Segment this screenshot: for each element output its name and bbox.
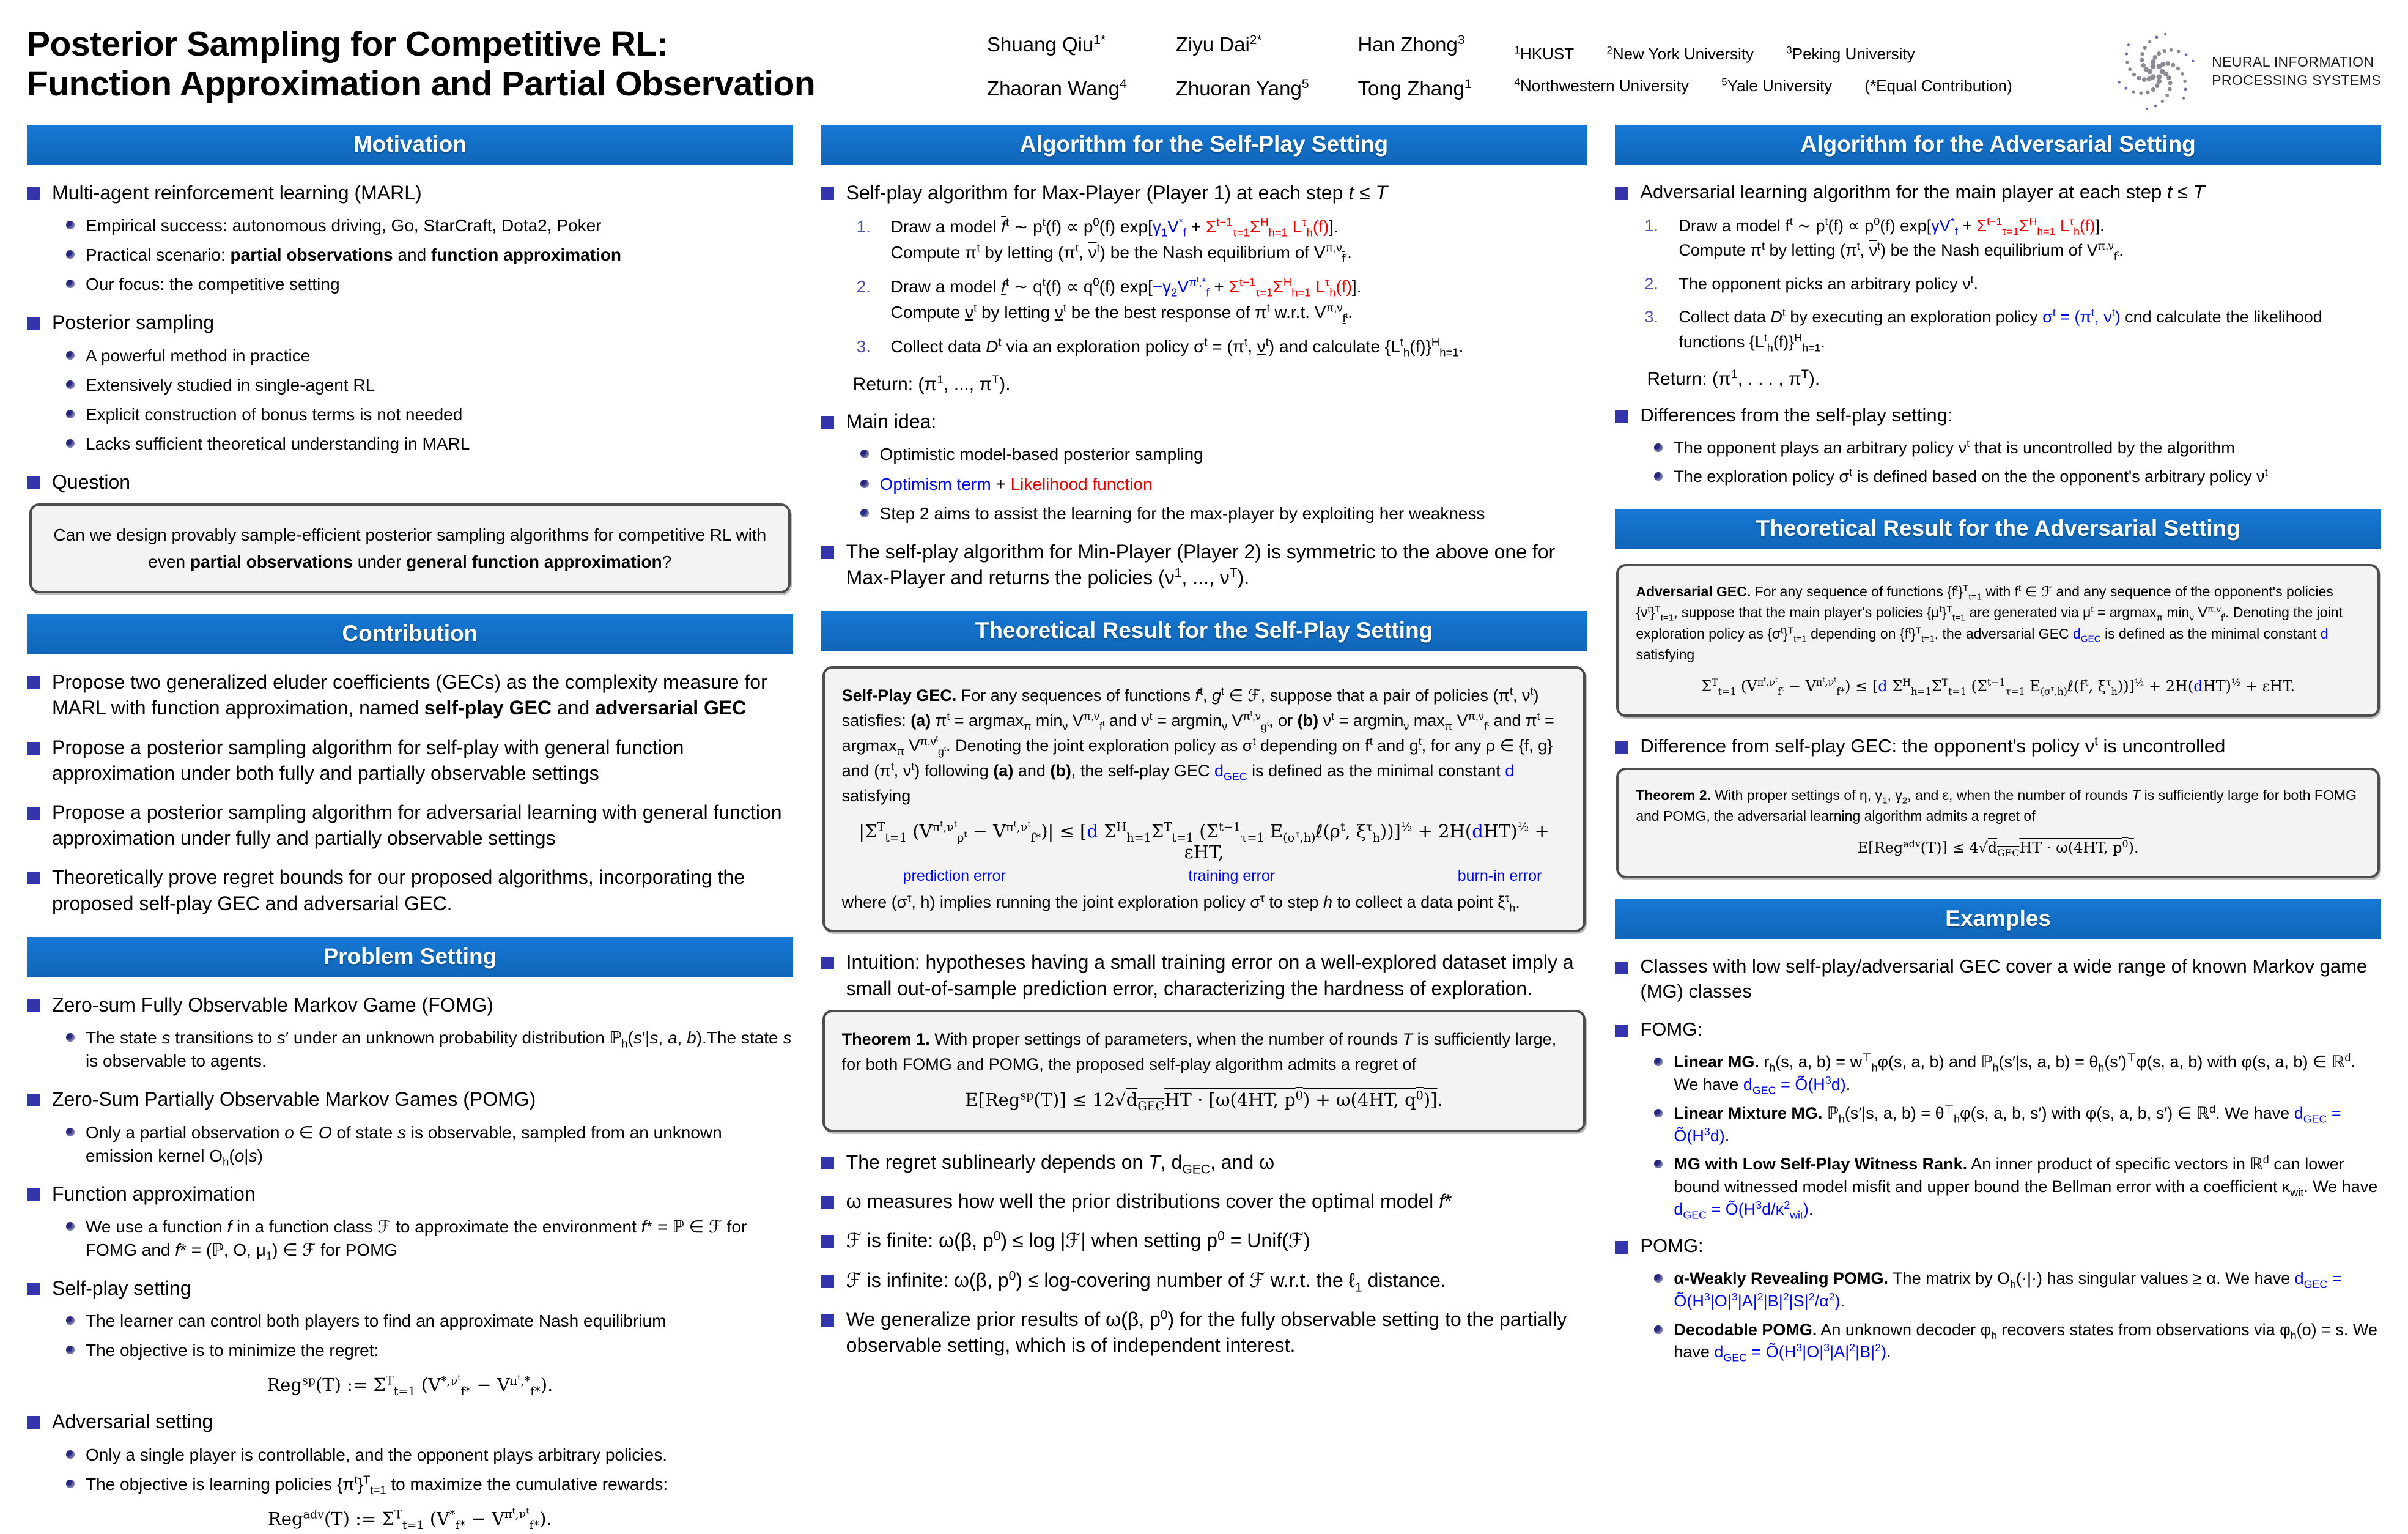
bullet-dot-icon xyxy=(66,1450,75,1459)
bullet-square-icon xyxy=(821,1157,834,1169)
list-item xyxy=(860,502,1587,525)
theorem-2-box xyxy=(1616,768,2380,878)
sub-bullet-text: Extensively studied in single-agent RL xyxy=(86,375,375,395)
author: Zhuoran Yang$^5$ xyxy=(1175,77,1309,100)
bullet-dot-icon xyxy=(66,250,75,259)
section-header-contribution: Contribution xyxy=(27,614,793,654)
affiliation-row xyxy=(1515,70,2041,102)
bullet-square-icon xyxy=(821,957,834,969)
step-text: Collect data $D^t$ via an exploration policy $\sigma^t = (\pi^t$, $\nu^t$) and calculate $\{L^t_h(f)\}^H_{h=1}$. xyxy=(890,335,1464,359)
algorithm-step xyxy=(1644,213,2381,263)
bullet-text: Theoretically prove regret bounds for our proposed algorithms, incorporating the proposed self-play GEC and adversarial GEC. xyxy=(52,866,745,914)
bullet-square-icon xyxy=(821,1235,834,1248)
affiliation: $^1$HKUST xyxy=(1514,44,1575,63)
list-item xyxy=(27,669,793,721)
burn-in-error-label: burn-in error xyxy=(1457,867,1542,885)
bullet-text: The regret sublinearly depends on T, $d_{GEC}$, and ω xyxy=(846,1150,1275,1177)
bullet-square-icon xyxy=(821,1314,834,1327)
bullet-text: Differences from the self-play setting: xyxy=(1640,404,1953,426)
bullet-square-icon xyxy=(27,476,40,489)
bullet-dot-icon xyxy=(1654,1325,1663,1334)
sub-bullet-text: Decodable POMG. An unknown decoder $\varphi_h$ recovers states from observations via $\varphi_h(o) = s$. We have $d_{GEC}$ = $Õ(H^3|O|^3|A|^2|B|^2)$. xyxy=(1674,1320,2377,1364)
sub-bullet-text: Lacks sufficient theoretical understanding in MARL xyxy=(86,434,470,453)
neurips-logo-text: NEURAL INFORMATION PROCESSING SYSTEMS xyxy=(2212,54,2381,88)
bullet-text: We generalize prior results of ω(β, $p^0$) for the fully observable setting to the partially observable setting, which is of independent interest. xyxy=(846,1308,1567,1357)
sub-bullet-text: The objective is learning policies $\{\pi^t\}^T_{t=1}$ to maximize the cumulative rewards: xyxy=(86,1473,668,1497)
bullet-square-icon xyxy=(27,676,40,689)
bullet-text: Classes with low self-play/adversarial GEC cover a wide range of known Markov game (MG) classes xyxy=(1640,955,2368,1002)
section-header-theory-adversarial: Theoretical Result for the Adversarial Setting xyxy=(1615,509,2381,549)
bullet-dot-icon xyxy=(66,221,75,229)
bullet-dot-icon xyxy=(66,1480,75,1488)
step-text: The opponent picks an arbitrary policy $\nu^t$. xyxy=(1679,273,1979,293)
affiliation: $^5$Yale University xyxy=(1721,76,1833,95)
bullet-dot-icon xyxy=(1654,1058,1663,1066)
bullet-dot-icon xyxy=(66,1316,75,1325)
step-number: 3. xyxy=(856,337,871,357)
list-item xyxy=(860,443,1587,466)
gec-definition-text: Self-Play GEC. For any sequences of functions $f^t$, $g^t$ ∈ ℱ, suppose that a pair of policies ($\pi^t$, $\nu^t$) satisfies: (a) $\pi^t = argmax_\pi$ $\min_\nu V^{\pi,\nu}_{f^t}$ and $\nu^t = argmin_\nu$ $V^{\pi^t,\nu}_{g^t}$, or (b) $\nu^t = argmin_\nu$ $\max_\pi V^{\pi,\nu}_{f^t}$ and $\pi^t = argmax_\pi$ $V^{\pi,\nu^t}_{g^t}$. Denoting the joint exploration policy as $\sigma^t$ depending on $f^t$ and $g^t$, for any ρ ∈ {f, g} and ($\pi^t$, $\nu^t$) following (a) and (b), the self-play GEC $d_{GEC}$ is defined as the minimal constant d satisfying xyxy=(841,685,1554,806)
bullet-text: Propose a posterior sampling algorithm for self-play with general function approximation under both fully and partially observable settings xyxy=(52,736,684,784)
author: Zhaoran Wang$^4$ xyxy=(987,77,1127,100)
sub-bullet-text: Only a partial observation o ∈ O of state s is observable, sampled from an unknown emission kernel $O_h(o|s)$ xyxy=(86,1122,722,1168)
algorithm-step xyxy=(857,334,1587,360)
list-item xyxy=(27,180,793,206)
bullet-text: Difference from self-play GEC: the opponent's policy $\nu^t$ is uncontrolled xyxy=(1640,734,2226,757)
bullet-text: Zero-sum Fully Observable Markov Game (FOMG) xyxy=(52,993,493,1016)
bullet-square-icon xyxy=(27,999,40,1012)
sub-bullet-text: Our focus: the competitive setting xyxy=(86,275,340,294)
section-header-problem-setting: Problem Setting xyxy=(27,937,793,977)
prediction-error-label: prediction error xyxy=(903,867,1006,885)
bullet-dot-icon xyxy=(66,380,75,389)
sub-bullet-text: MG with Low Self-Play Witness Rank. An inner product of specific vectors in ℝ$^d$ can lower bound witnessed model misfit and upper bound the Bellman error with a coefficient $\kappa_{wit}$. We have $d_{GEC}$ = $Õ(H^3d/\kappa^2_{wit})$. xyxy=(1674,1154,2378,1221)
sub-bullet-text: The objective is to minimize the regret: xyxy=(86,1341,379,1360)
gec-where-text: where ($\sigma^\tau$, h) implies running the joint exploration policy $\sigma^\tau$ to step h to collect a data point $\xi^\tau_h$. xyxy=(841,892,1520,914)
bullet-text: Zero-Sum Partially Observable Markov Games (POMG) xyxy=(52,1088,536,1111)
bullet-text: Propose a posterior sampling algorithm for adversarial learning with general function approximation under fully and partially observable settings xyxy=(52,801,782,850)
bullet-square-icon xyxy=(27,1416,40,1429)
training-error-label: training error xyxy=(1188,867,1276,885)
bullet-text: ℱ is finite: ω(β, $p^0) \le \log$ |ℱ| when setting $p^0$ = Unif(ℱ) xyxy=(846,1229,1310,1252)
sub-bullet-text: Optimism term + Likelihood function xyxy=(879,474,1153,494)
bullet-dot-icon xyxy=(1654,1160,1663,1168)
sub-bullet-text: Optimistic model-based posterior sampling xyxy=(879,445,1203,464)
question-box xyxy=(29,503,791,593)
sub-bullet-text: Linear MG. $r_h(s$, a, $b) = w^⊤_h\varphi(s$, a, b) and ℙ$_h$(s′|s, a, $b) = \theta_h(s')^⊤\varphi(s$, a, b) with φ(s, a, b) ∈ ℝ$^d$. We have $d_{GEC}$ = $Õ(H^3d)$. xyxy=(1674,1051,2355,1097)
section-header-motivation: Motivation xyxy=(27,125,793,165)
algorithm-step xyxy=(1644,305,2381,354)
list-item xyxy=(821,1188,1587,1214)
affiliation: (*Equal Contribution) xyxy=(1864,76,2012,95)
bullet-square-icon xyxy=(1615,1025,1628,1037)
algorithm-adversarial-section xyxy=(1615,125,2381,488)
sub-bullet-text: α-Weakly Revealing POMG. The matrix by $O_h(\cdot|\cdot)$ has singular values ≥ α. We have $d_{GEC}$ = $Õ(H^3|O|^3|A|^2|B|^2|S|^2/\alpha^2)$. xyxy=(1674,1269,2342,1311)
list-item xyxy=(1615,180,2381,205)
bullet-text: Propose two generalized eluder coefficients (GECs) as the complexity measure for MARL with function approximation, named self-play GEC and adversarial GEC xyxy=(52,671,767,719)
self-play-gec-box xyxy=(822,666,1586,932)
sub-bullet-text: Step 2 aims to assist the learning for the max-player by exploiting her weakness xyxy=(879,503,1485,523)
bullet-square-icon xyxy=(27,1283,40,1295)
column-middle xyxy=(821,125,1587,1534)
step-number: 1. xyxy=(856,217,871,237)
authors-block xyxy=(987,33,1472,100)
bullet-dot-icon xyxy=(66,351,75,360)
algorithm-step xyxy=(857,274,1587,325)
step-text: Draw a model $\overline{f}^t$ ∼ $p^t(f) \propto p^0(f) \exp[\gamma_1V^*_f + \Sigma^{t-1}_{\tau=1}\Sigma^H_{h=1}$ $L^\tau_h(f)$]. Compute $\pi^t$ by letting ($\pi^t$, $\overline{\nu}^t$) be the Nash equilibrium of $V^{\pi,\nu}_{\overline{f}^t}$. xyxy=(890,215,1352,265)
bullet-square-icon xyxy=(27,1188,40,1201)
list-item xyxy=(66,1215,793,1262)
list-item xyxy=(27,1181,793,1207)
bullet-dot-icon xyxy=(66,280,75,288)
list-item xyxy=(1654,1051,2381,1095)
step-number: 2. xyxy=(1644,274,1658,293)
list-item xyxy=(821,1149,1587,1175)
bullet-square-icon xyxy=(1615,741,1628,754)
step-text: Draw a model $f^t$ ∼ $p^t(f) \propto p^0(f) \exp[\gamma V^*_f + \Sigma^{t-1}_{\tau=1}\Sigma^H_{h=1}$ $L^\tau_h(f)$]. Compute $\pi^t$ by letting ($\pi^t$, $\overline{\nu}^t$) be the Nash equilibrium of $V^{\pi,\nu}_{f^t}$. xyxy=(1679,215,2124,262)
list-item xyxy=(860,473,1587,496)
bullet-text: Self-play setting xyxy=(52,1277,191,1300)
list-item xyxy=(27,1086,793,1112)
bullet-square-icon xyxy=(27,872,40,884)
list-item xyxy=(27,469,793,495)
bullet-text: Self-play algorithm for Max-Player (Player 1) at each step t ≤ T xyxy=(846,182,1388,204)
bullet-dot-icon xyxy=(860,509,869,517)
bullet-square-icon xyxy=(821,546,834,559)
bullet-square-icon xyxy=(1615,1241,1628,1254)
list-item xyxy=(27,1275,793,1301)
step-number: 2. xyxy=(856,277,871,297)
bullet-square-icon xyxy=(1615,187,1628,200)
list-item xyxy=(27,735,793,786)
poster-columns xyxy=(0,121,2408,1534)
bullet-dot-icon xyxy=(66,1346,75,1354)
list-item xyxy=(1654,1319,2381,1363)
sub-bullet-text: Empirical success: autonomous driving, Go, StarCraft, Dota2, Poker xyxy=(86,216,602,235)
bullet-text: Multi-agent reinforcement learning (MARL) xyxy=(52,182,422,204)
list-item xyxy=(1654,437,2381,459)
author: Shuang Qiu$^{1*}$ xyxy=(987,33,1106,56)
list-item xyxy=(66,1026,793,1073)
list-item xyxy=(1615,403,2381,428)
bullet-text: FOMG: xyxy=(1640,1018,1702,1040)
adversarial-gec-box xyxy=(1616,564,2380,717)
bullet-dot-icon xyxy=(1654,443,1663,452)
adversarial-gec-formula: $\Sigma^T_{t=1}$ $(V^{\pi^t,\nu^t}_{f^t} - V^{\pi^t,\nu^t}_{f*}) \le [d$ $\Sigma^H_{h=1}\Sigma^T_{t=1}$ ($\Sigma^{t-1}_{\tau=1}$ $E_{(\sigma^\tau,h)}\ell(f^t$, $\xi^\tau_h))]^{\frac{1}{2}} + 2H(dHT)^{\frac{1}{2}} + \varepsilon HT$. xyxy=(1701,676,2295,697)
theorem-2-text: Theorem 2. With proper settings of η, $\gamma_1$, $\gamma_2$, and ε, when the number of rounds T is sufficiently large for both FOMG and POMG, the adversarial learning algorithm admits a regret of xyxy=(1636,787,2357,824)
list-item xyxy=(1654,1153,2381,1220)
list-item xyxy=(66,273,793,296)
list-item xyxy=(66,1443,793,1467)
author: Han Zhong$^3$ xyxy=(1357,33,1465,56)
problem-setting-section xyxy=(27,937,793,1532)
gec-definition-text: Adversarial GEC. For any sequence of functions $\{f^t\}^T_{t=1}$ with $f^t$ ∈ ℱ and any sequence of the opponent's policies $\{\nu^t\}^T_{t=1}$, suppose that the main player's policies $\{\mu^t\}^T_{t=1}$ are generated via $\mu^t = argmax_\pi$ $\min_\nu V^{\pi,\nu}_{f^t}$. Denoting the joint exploration policy as $\{\sigma^t\}^T_{t=1}$ depending on $\{f^t\}^T_{t=1}$, the adversarial GEC $d_{GEC}$ is defined as the minimal constant d satisfying xyxy=(1636,583,2343,663)
list-item xyxy=(66,374,793,397)
question-text: Can we design provably sample-efficient posterior sampling algorithms for competitive RL with even partial observations under general function approximation? xyxy=(53,525,767,571)
bullet-square-icon xyxy=(27,742,40,755)
list-item xyxy=(27,309,793,335)
sub-bullet-text: The opponent plays an arbitrary policy $\nu^t$ that is uncontrolled by the algorithm xyxy=(1674,437,2235,458)
list-item xyxy=(821,180,1587,206)
brace-labels xyxy=(848,867,1560,885)
list-item xyxy=(66,344,793,368)
theorem-1-text: Theorem 1. With proper settings of parameters, when the number of rounds T is sufficiently large, for both FOMG and POMG, the proposed self-play algorithm admits a regret of xyxy=(841,1029,1557,1073)
bullet-dot-icon xyxy=(860,450,869,458)
algorithm-self-play-section xyxy=(821,125,1587,590)
algorithm-step xyxy=(857,214,1587,265)
bullet-dot-icon xyxy=(66,1033,75,1042)
sub-bullet-text: The exploration policy $\sigma^t$ is defined based on the the opponent's arbitrary policy $\nu^t$ xyxy=(1674,466,2268,486)
list-item xyxy=(1615,1234,2381,1259)
bullet-dot-icon xyxy=(66,439,75,448)
poster-header xyxy=(0,0,2408,121)
step-text: Collect data $D^t$ by executing an exploration policy $\sigma^t = (\pi^t$, $\nu^t$) cnd calculate the likelihood functions $\{L^t_h(f)\}^H_{h=1}$. xyxy=(1679,306,2322,354)
bullet-text: POMG: xyxy=(1640,1235,1704,1257)
sub-bullet-text: Practical scenario: partial observations and function approximation xyxy=(86,245,622,265)
bullet-square-icon xyxy=(1615,410,1628,423)
list-item xyxy=(27,864,793,916)
bullet-square-icon xyxy=(821,416,834,429)
column-right xyxy=(1615,125,2381,1534)
affiliation-row xyxy=(1515,38,2041,70)
list-item xyxy=(821,539,1587,590)
affiliation: $^2$New York University xyxy=(1606,44,1754,63)
sub-bullet-text: Explicit construction of bonus terms is not needed xyxy=(86,404,463,424)
bullet-text: Question xyxy=(52,471,131,494)
theorem-1-box xyxy=(822,1010,1586,1132)
list-item xyxy=(66,1339,793,1362)
bullet-dot-icon xyxy=(1654,1274,1663,1283)
section-header-algorithm-adversarial: Algorithm for the Adversarial Setting xyxy=(1615,125,2381,165)
list-item xyxy=(66,243,793,267)
examples-section xyxy=(1615,899,2381,1364)
title-line-2: Function Approximation and Partial Observation xyxy=(27,64,816,103)
list-item xyxy=(66,432,793,456)
bullet-square-icon xyxy=(27,187,40,200)
list-item xyxy=(27,1409,793,1434)
bullet-text: Adversarial learning algorithm for the main player at each step t ≤ T xyxy=(1640,181,2205,202)
bullet-text: Main idea: xyxy=(846,410,937,433)
list-item xyxy=(1615,954,2381,1004)
affiliation: $^3$Peking University xyxy=(1786,44,1915,63)
bullet-square-icon xyxy=(821,1196,834,1209)
list-item xyxy=(1615,1017,2381,1042)
list-item xyxy=(1654,1267,2381,1312)
affiliation: $^4$Northwestern University xyxy=(1514,76,1689,95)
bullet-text: Posterior sampling xyxy=(52,311,214,334)
bullet-text: The self-play algorithm for Min-Player (Player 2) is symmetric to the above one for Max-Player and returns the policies ($\nu^1$, ..., $\nu^T$). xyxy=(846,540,1556,588)
column-left xyxy=(27,125,793,1534)
bullet-dot-icon xyxy=(860,480,869,488)
bullet-dot-icon xyxy=(1654,1109,1663,1117)
sub-bullet-text: We use a function f in a function class ℱ to approximate the environment f* = ℙ ∈ ℱ for FOMG and f* = (ℙ, O, $\mu_1$) ∈ ℱ for POMG xyxy=(86,1217,747,1262)
neurips-logo xyxy=(2110,26,2381,117)
self-play-gec-formula: $|\Sigma^T_{t=1}$ $(V^{\pi^t,\nu^t}_{\rho^t} - V^{\pi^t,\nu^t}_{f*})| \le [d$ $\Sigma^H_{h=1}\Sigma^T_{t=1}$ ($\Sigma^{t-1}_{\tau=1}$ $E_{(\sigma^\tau,h)}\ell(\rho^t$, $\xi^\tau_h))]^{\frac{1}{2}} + 2H(dHT)^{\frac{1}{2}} + \varepsilon HT$, xyxy=(859,819,1549,863)
theory-adversarial-section xyxy=(1615,509,2381,878)
title-line-1: Posterior Sampling for Competitive RL: xyxy=(27,24,668,64)
list-item xyxy=(66,1310,793,1333)
bullet-dot-icon xyxy=(66,1222,75,1231)
sub-bullet-text: Linear Mixture MG. ℙ$_h$(s′|s, a, $b) = \theta^⊤_h\varphi(s$, a, b, s′) with φ(s, a, b, s′) ∈ ℝ$^d$. We have $d_{GEC}$ = $Õ(H^3d)$. xyxy=(1674,1102,2341,1145)
theory-self-play-section xyxy=(821,611,1587,1358)
sub-bullet-text: The learner can control both players to find an approximate Nash equilibrium xyxy=(86,1311,667,1331)
bullet-text: Function approximation xyxy=(52,1182,256,1205)
author: Tong Zhang$^1$ xyxy=(1357,77,1472,100)
contribution-section xyxy=(27,614,793,916)
section-header-theory-self-play: Theoretical Result for the Self-Play Setting xyxy=(821,611,1587,651)
bullet-square-icon xyxy=(27,807,40,820)
neurips-swirl-icon xyxy=(2110,26,2202,117)
sub-bullet-text: The state s transitions to s′ under an unknown probability distribution ℙ$_h$(s′|s, a, b).The state s is observable to agents. xyxy=(86,1028,792,1071)
bullet-text: Adversarial setting xyxy=(52,1410,213,1433)
theorem-2-formula: $E[Reg^{adv}(T)] \le 4√d_{GEC}HT \cdot \omega(4HT$, $p^0$). xyxy=(1857,837,2139,859)
adversarial-regret-formula: Reg$^{adv}$(T) := $\Sigma^T_{t=1}$ $(V^*_{f*} - V^{\pi^t,\nu^t}_{f*})$. xyxy=(267,1506,552,1532)
list-item xyxy=(66,1473,793,1496)
bullet-text: Intuition: hypotheses having a small training error on a well-explored dataset imply a small out-of-sample prediction error, characterizing the hardness of exploration. xyxy=(846,951,1574,999)
sub-bullet-text: A powerful method in practice xyxy=(86,346,311,365)
section-header-examples: Examples xyxy=(1615,899,2381,939)
author: Ziyu Dai$^{2*}$ xyxy=(1175,33,1262,56)
list-item xyxy=(821,409,1587,434)
step-number: 3. xyxy=(1644,308,1658,327)
list-item xyxy=(27,992,793,1018)
step-text: Draw a model $f^t$ ∼ $q^t(f) \propto q^0(f) \exp[-\gamma_2V^{\pi^t,*}_f + \Sigma^{t-1}_{\tau=1}\Sigma^H_{h=1}$ $L^\tau_h(f)$]. Compute $\nu^t$ by letting $\nu^t$ be the best response of $\pi^t$ w.r.t. $V^{\pi,\nu}_{f^t}$. xyxy=(890,275,1362,325)
list-item xyxy=(66,403,793,426)
poster-title xyxy=(27,24,987,104)
return-line: Return: ($\pi^1$, . . . , $\pi^T$). xyxy=(1647,368,1820,390)
list-item xyxy=(821,1306,1587,1358)
list-item xyxy=(821,949,1587,1001)
motivation-section xyxy=(27,125,793,593)
list-item xyxy=(1615,734,2381,759)
bullet-dot-icon xyxy=(66,1128,75,1136)
bullet-dot-icon xyxy=(1654,472,1663,481)
return-line: Return: ($\pi^1$, ..., $\pi^T$). xyxy=(852,373,1011,395)
bullet-square-icon xyxy=(27,317,40,330)
bullet-text: ω measures how well the prior distributions cover the optimal model f* xyxy=(846,1190,1452,1213)
affiliations-block xyxy=(1515,38,2041,102)
section-header-algorithm-self-play: Algorithm for the Self-Play Setting xyxy=(821,125,1587,165)
bullet-square-icon xyxy=(27,1094,40,1106)
bullet-square-icon xyxy=(821,187,834,200)
self-play-regret-formula: Reg$^{sp}$(T) := $\Sigma^T_{t=1}$ $(V^{*,\nu^t}_{f*} - V^{\pi^t,*}_{f*})$. xyxy=(267,1373,553,1399)
list-item xyxy=(1654,465,2381,488)
theorem-1-formula: $E[Reg^{sp}(T)] \le 12√d_{GEC}HT \cdot [\omega(4HT$, $p^0) + \omega(4HT$, $q^0$)]. xyxy=(965,1088,1443,1113)
list-item xyxy=(27,799,793,851)
list-item xyxy=(66,214,793,237)
step-number: 1. xyxy=(1644,216,1658,235)
bullet-square-icon xyxy=(821,1275,834,1288)
list-item xyxy=(1654,1102,2381,1147)
list-item xyxy=(821,1228,1587,1253)
bullet-square-icon xyxy=(1615,962,1628,974)
list-item xyxy=(821,1267,1587,1293)
bullet-dot-icon xyxy=(66,410,75,418)
sub-bullet-text: Only a single player is controllable, and the opponent plays arbitrary policies. xyxy=(86,1445,667,1464)
list-item xyxy=(66,1121,793,1168)
bullet-text: ℱ is infinite: ω(β, $p^0$) ≤ log-covering number of ℱ w.r.t. the ℓ$_1$ distance. xyxy=(846,1268,1446,1294)
algorithm-step xyxy=(1644,272,2381,297)
